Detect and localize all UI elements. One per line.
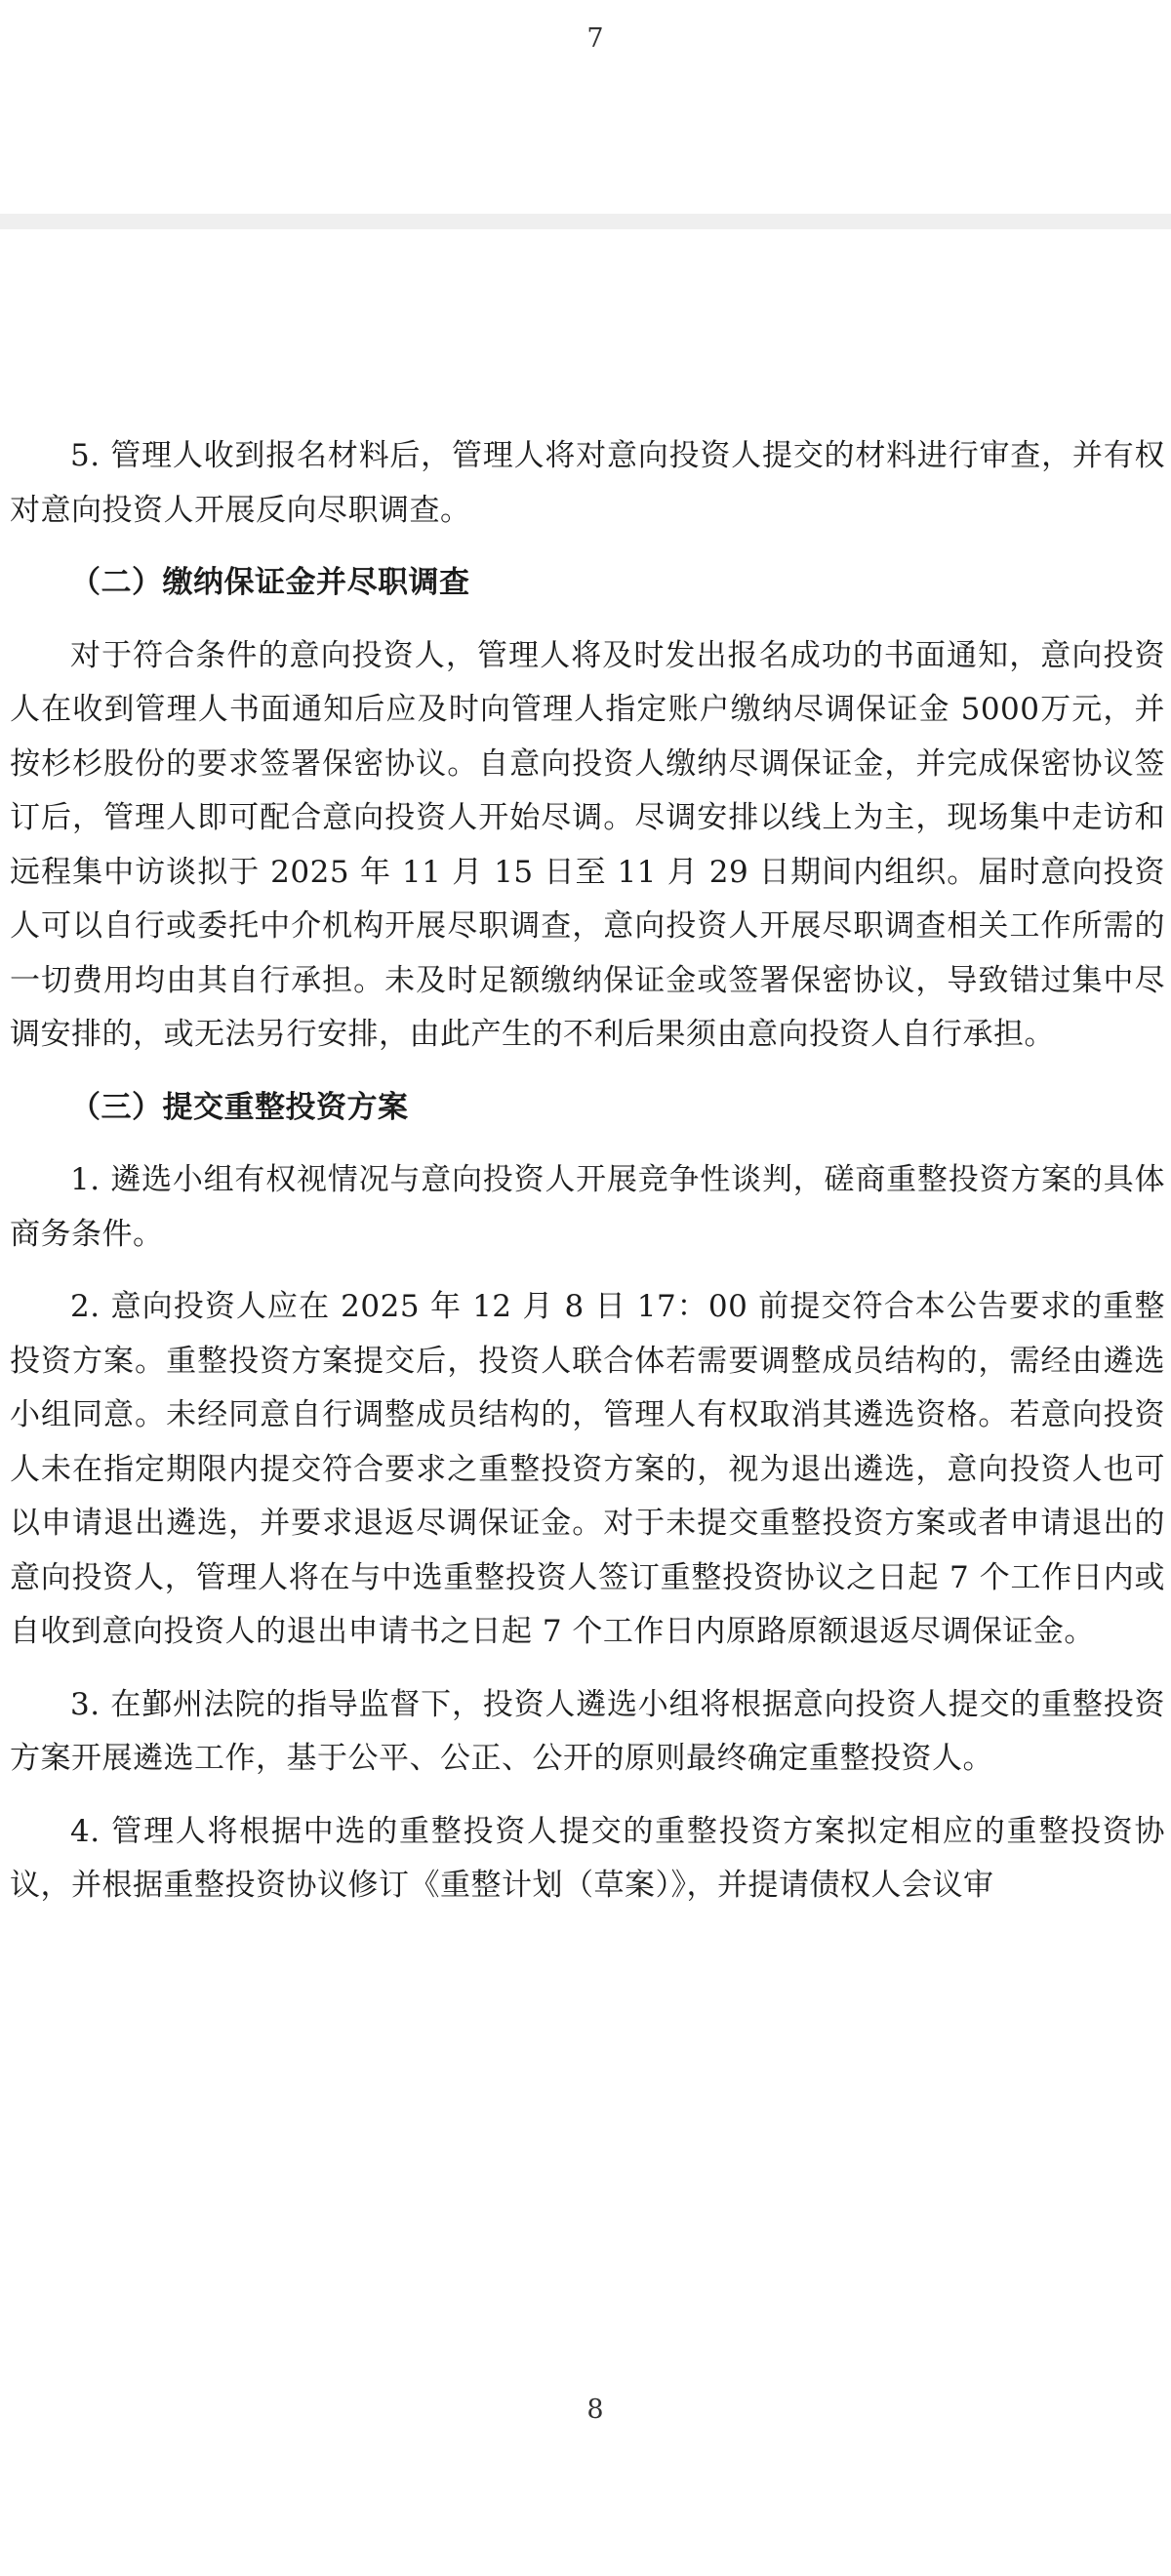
section-heading-investment-plan: （三）提交重整投资方案 — [70, 1089, 409, 1125]
paragraph-item-2: 2. 意向投资人应在 2025 年 12 月 8 日 17：00 前提交符合本公告要求的重整投资方案。重整投资方案提交后，投资人联合体若需要调整成员结构的，需经由遴选小组同意。未经同意自行调整成员结构的，管理人有权取消其遴选资格。若意向投资人未在指定期限内提交符合要求之重整投资方案的，视为退出遴选，意向投资人也可以申请退出遴选，并要求退返尽调保证金。对于未提交重整投资方案或者申请退出的意向投资人，管理人将在与中选重整投资人签订重整投资协议之日起 7 个工作日内或自收到意向投资人的退出申请书之日起 7 个工作日内原路原额退返尽调保证金。 — [10, 1289, 1165, 1649]
paragraph-item-5: 5. 管理人收到报名材料后，管理人将对意向投资人提交的材料进行审查，并有权对意向投资人开展反向尽职调查。 — [10, 438, 1165, 528]
paragraph-item-1: 1. 遴选小组有权视情况与意向投资人开展竞争性谈判，磋商重整投资方案的具体商务条件。 — [10, 1162, 1165, 1252]
page-number-bottom: 8 — [586, 2395, 604, 2425]
document-body — [10, 429, 1165, 1932]
paragraph-deposit-due-diligence: 对于符合条件的意向投资人，管理人将及时发出报名成功的书面通知，意向投资人在收到管理人书面通知后应及时向管理人指定账户缴纳尽调保证金 5000万元，并按杉杉股份的要求签署保密协议。自意向投资人缴纳尽调保证金，并完成保密协议签订后，管理人即可配合意向投资人开始尽调。尽调安排以线上为主，现场集中走访和远程集中访谈拟于 2025 年 11 月 15 日至 11 月 29 日期间内组织。届时意向投资人可以自行或委托中介机构开展尽职调查，意向投资人开展尽职调查相关工作所需的一切费用均由其自行承担。未及时足额缴纳保证金或签署保密协议，导致错过集中尽调安排的，或无法另行安排，由此产生的不利后果须由意向投资人自行承担。 — [10, 637, 1165, 1052]
page-number-top: 7 — [586, 23, 604, 54]
paragraph-item-3: 3. 在鄞州法院的指导监督下，投资人遴选小组将根据意向投资人提交的重整投资方案开展遴选工作，基于公平、公正、公开的原则最终确定重整投资人。 — [10, 1686, 1165, 1776]
page-separator — [0, 214, 1171, 229]
page-top-margin — [0, 229, 1171, 424]
paragraph-item-4: 4. 管理人将根据中选的重整投资人提交的重整投资方案拟定相应的重整投资协议，并根据重整投资协议修订《重整计划（草案）》，并提请债权人会议审 — [10, 1813, 1165, 1903]
section-heading-deposit: （二）缴纳保证金并尽职调查 — [70, 565, 470, 600]
